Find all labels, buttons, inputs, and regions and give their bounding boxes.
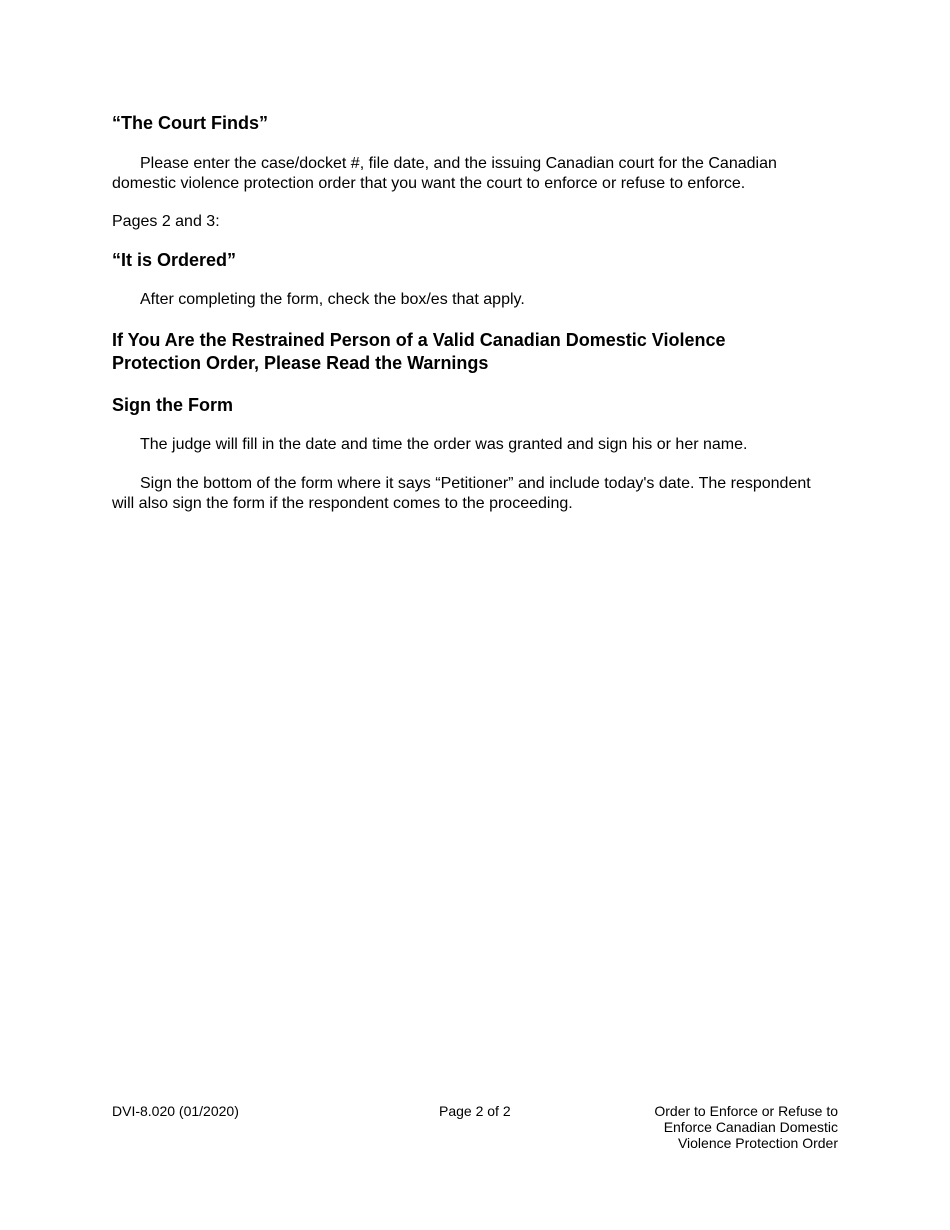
form-title-line3: Violence Protection Order xyxy=(677,1135,838,1151)
restrained-person-heading-line2: Protection Order, Please Read the Warnings xyxy=(112,353,489,373)
form-title-line2: Enforce Canadian Domestic xyxy=(663,1119,838,1135)
page-number: Page 2 of 2 xyxy=(439,1103,511,1119)
restrained-person-heading-line1: If You Are the Restrained Person of a Valid Canadian Domestic Violence xyxy=(112,330,726,350)
court-finds-heading: “The Court Finds” xyxy=(112,113,268,133)
document-body xyxy=(112,112,828,514)
form-title xyxy=(654,1103,838,1151)
form-code: DVI-8.020 (01/2020) xyxy=(112,1103,239,1119)
sign-form-text-1: The judge will fill in the date and time the order was granted and sign his or her name. xyxy=(140,436,748,453)
it-is-ordered-text: After completing the form, check the box/es that apply. xyxy=(140,291,525,308)
court-finds-text: Please enter the case/docket #, file date, and the issuing Canadian court for the Canadian domestic violence protection order that you want the court to enforce or refuse to enforce. xyxy=(112,155,777,192)
restrained-person-heading xyxy=(112,329,828,375)
it-is-ordered-heading: “It is Ordered” xyxy=(112,250,237,270)
sign-form-text-2: Sign the bottom of the form where it says “Petitioner” and include today's date. The respondent will also sign the form if the respondent comes to the proceeding. xyxy=(112,475,811,512)
pages-label: Pages 2 and 3: xyxy=(112,213,220,230)
sign-form-heading: Sign the Form xyxy=(112,395,233,415)
form-title-line1: Order to Enforce or Refuse to xyxy=(654,1103,838,1119)
